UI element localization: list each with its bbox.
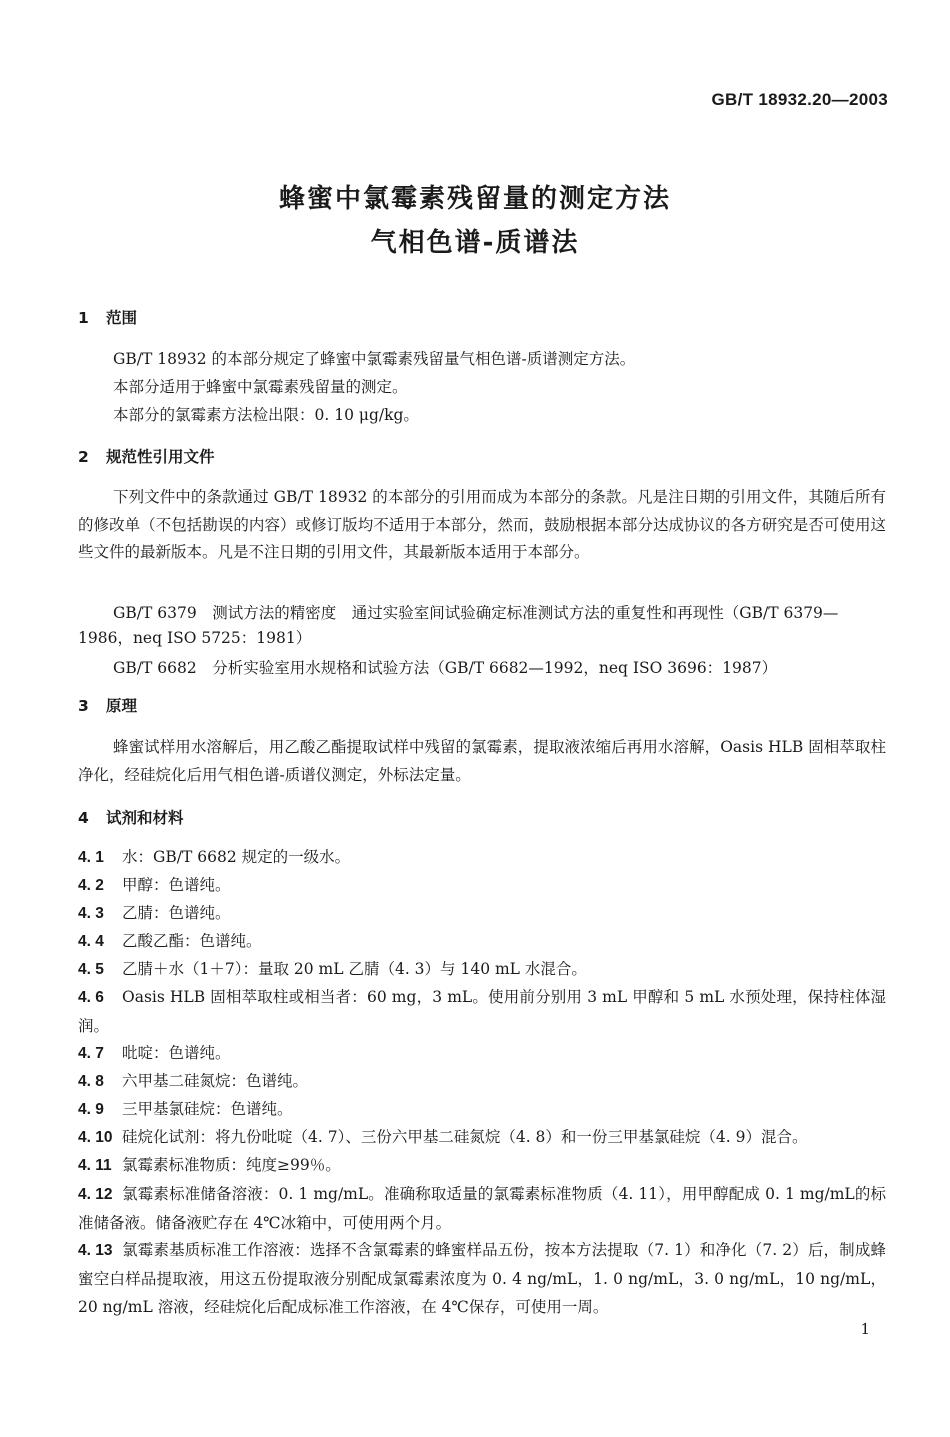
- item-number: 4. 4: [78, 933, 104, 950]
- item-number: 4. 13: [78, 1242, 113, 1259]
- item-number: 4. 7: [78, 1045, 104, 1062]
- reference-gbt-6682: GB/T 6682 分析实验室用水规格和试验方法（GB/T 6682—1992，neq ISO 3696：1987）: [113, 659, 778, 677]
- section-title: 原理: [106, 697, 138, 715]
- item-number: 4. 9: [78, 1101, 104, 1118]
- list-item: [78, 1236, 886, 1321]
- list-item: [78, 955, 886, 984]
- list-item: [78, 1151, 886, 1180]
- item-number: 4. 2: [78, 877, 104, 894]
- item-text: 氯霉素标准储备溶液：0. 1 mg/mL。准确称取适量的氯霉素标准物质（4. 11），用甲醇配成 0. 1 mg/mL的标准储备液。储备液贮存在 4℃冰箱中，可使用两个月。: [78, 1185, 886, 1232]
- section-title: 规范性引用文件: [106, 448, 215, 466]
- list-item: [78, 983, 886, 1040]
- item-number: 4. 12: [78, 1186, 113, 1203]
- item-text: 水：GB/T 6682 规定的一级水。: [122, 848, 351, 866]
- item-number: 4. 5: [78, 961, 104, 978]
- section-4-heading: [78, 806, 184, 828]
- section-title: 试剂和材料: [106, 809, 184, 827]
- scope-line-2: 本部分适用于蜂蜜中氯霉素残留量的测定。: [113, 378, 408, 396]
- item-text: 乙酸乙酯：色谱纯。: [122, 932, 262, 950]
- principle-paragraph: 蜂蜜试样用水溶解后，用乙酸乙酯提取试样中残留的氯霉素，提取液浓缩后再用水溶解，Oasis HLB 固相萃取柱净化，经硅烷化后用气相色谱-质谱仪测定，外标法定量。: [78, 738, 886, 784]
- scope-line-1: GB/T 18932 的本部分规定了蜂蜜中氯霉素残留量气相色谱-质谱测定方法。: [113, 350, 636, 368]
- list-item: [78, 843, 886, 872]
- item-number: 4. 3: [78, 905, 104, 922]
- section-number: 1: [78, 309, 89, 327]
- list-item: [78, 871, 886, 900]
- section-2-heading: [78, 445, 215, 467]
- list-item: [78, 1095, 886, 1124]
- item-text: 乙腈：色谱纯。: [122, 904, 231, 922]
- scope-line-3: 本部分的氯霉素方法检出限：0. 10 μg/kg。: [113, 406, 419, 424]
- list-item: [78, 927, 886, 956]
- section-1-heading: [78, 306, 137, 328]
- item-text: 吡啶：色谱纯。: [122, 1044, 231, 1062]
- item-text: 氯霉素基质标准工作溶液：选择不含氯霉素的蜂蜜样品五份，按本方法提取（7. 1）和净化（7. 2）后，制成蜂蜜空白样品提取液，用这五份提取液分别配成氯霉素浓度为 0. 4 ng/mL，1. 0 ng/mL，3. 0 ng/mL，10 ng/mL，20 ng/mL 溶液，经硅烷化后配成标准工作溶液，在 4℃保存，可使用一周。: [78, 1241, 886, 1316]
- section-number: 3: [78, 697, 89, 715]
- item-number: 4. 11: [78, 1157, 112, 1174]
- document-subtitle: 气相色谱-质谱法: [370, 228, 580, 258]
- item-text: 乙腈＋水（1＋7）：量取 20 mL 乙腈（4. 3）与 140 mL 水混合。: [122, 960, 587, 978]
- page-number: 1: [860, 1320, 870, 1338]
- list-item: [78, 1180, 886, 1237]
- list-item: [78, 1067, 886, 1096]
- list-item: [78, 1123, 886, 1152]
- item-text: 甲醇：色谱纯。: [122, 876, 231, 894]
- item-number: 4. 10: [78, 1129, 113, 1146]
- list-item: [78, 899, 886, 928]
- item-text: Oasis HLB 固相萃取柱或相当者：60 mg，3 mL。使用前分别用 3 mL 甲醇和 5 mL 水预处理，保持柱体湿润。: [78, 988, 886, 1035]
- standard-code: GB/T 18932.20—2003: [711, 90, 888, 109]
- item-text: 三甲基氯硅烷：色谱纯。: [122, 1100, 293, 1118]
- item-number: 4. 1: [78, 849, 104, 866]
- item-number: 4. 8: [78, 1073, 104, 1090]
- section-number: 4: [78, 809, 89, 827]
- reference-gbt-6379: GB/T 6379 测试方法的精密度 通过实验室间试验确定标准测试方法的重复性和再现性（GB/T 6379—1986，neq ISO 5725：1981）: [78, 604, 839, 647]
- item-number: 4. 6: [78, 989, 104, 1006]
- item-text: 六甲基二硅氮烷：色谱纯。: [122, 1072, 309, 1090]
- item-text: 氯霉素标准物质：纯度≥99％。: [122, 1156, 341, 1174]
- document-title: 蜂蜜中氯霉素残留量的测定方法: [278, 184, 671, 214]
- section-number: 2: [78, 448, 89, 466]
- section-3-heading: [78, 694, 137, 716]
- item-text: 硅烷化试剂：将九份吡啶（4. 7）、三份六甲基二硅氮烷（4. 8）和一份三甲基氯硅烷（4. 9）混合。: [122, 1128, 808, 1146]
- normative-references-paragraph: 下列文件中的条款通过 GB/T 18932 的本部分的引用而成为本部分的条款。凡是注日期的引用文件，其随后所有的修改单（不包括勘误的内容）或修订版均不适用于本部分，然而，鼓励根据本部分达成协议的各方研究是否可使用这些文件的最新版本。凡是不注日期的引用文件，其最新版本适用于本部分。: [78, 488, 886, 561]
- section-title: 范围: [106, 309, 138, 327]
- list-item: [78, 1039, 886, 1068]
